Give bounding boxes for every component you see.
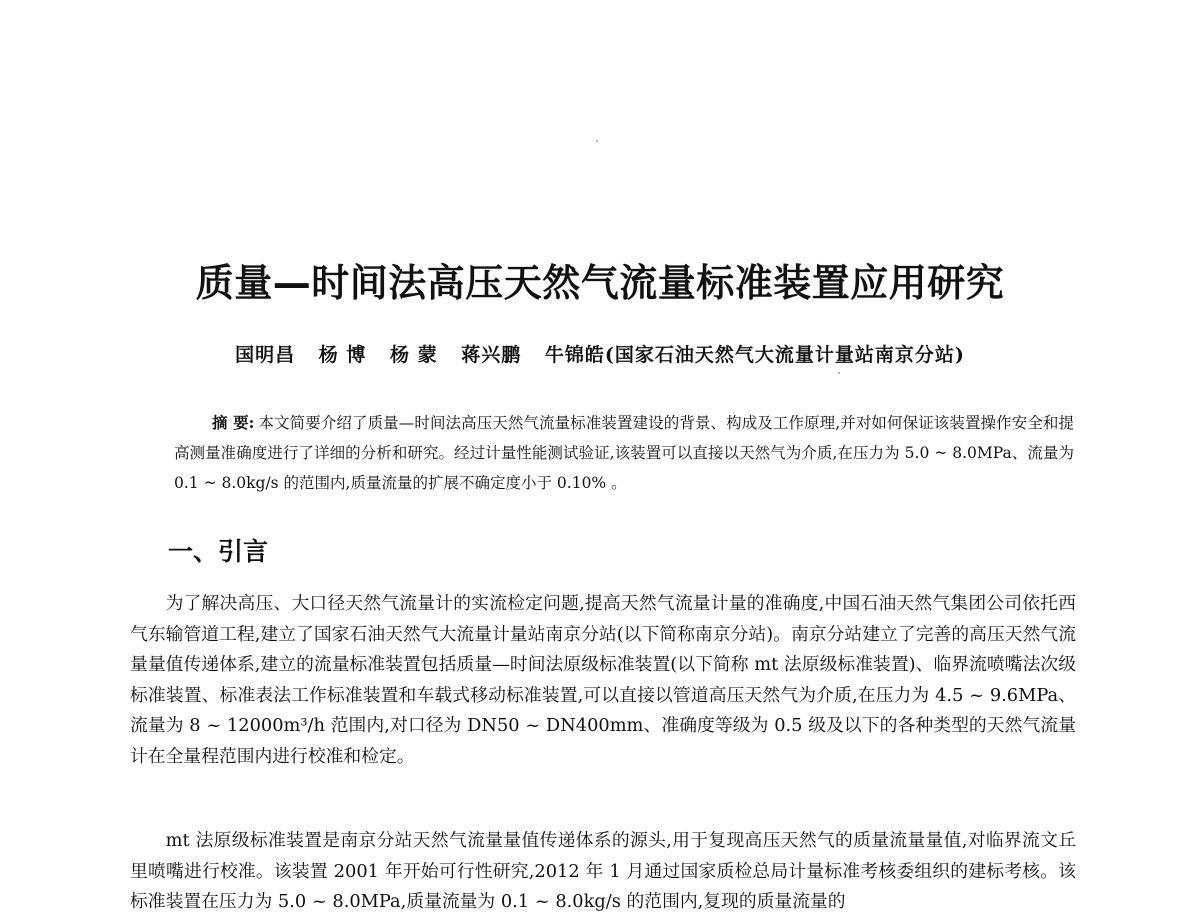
author-name: 蒋兴鹏 — [461, 344, 522, 366]
body-paragraph: 为了解决高压、大口径天然气流量计的实流检定问题,提高天然气流量计量的准确度,中国石油天然气集团公司依托西气东输管道工程,建立了国家石油天然气大流量计量站南京分站(以下简称南京分站)。南京分站建立了完善的高压天然气流量量值传递体系,建立的流量标准装置包括质量—时间法原级标准装置(以下简称 mt 法原级标准装置)、临界流喷嘴法次级标准装置、标准表法工作标准装置和车载式移动标准装置,可以直接以管道高压天然气为介质,在压力为 4.5 ~ 9.6MPa、流量为 8 ~ 12000m³/h 范围内,对口径为 DN50 ~ DN400mm、准确度等级为 0.5 级及以下的各种类型的天然气流量计在全量程范围内进行校准和检定。 — [130, 593, 1076, 767]
author-name: 杨 博 — [318, 344, 367, 366]
author-name: 国明昌 — [235, 344, 296, 366]
author-line — [0, 340, 1200, 367]
body-paragraph: mt 法原级标准装置是南京分站天然气流量量值传递体系的源头,用于复现高压天然气的质量流量量值,对临界流文丘里喷嘴进行校准。该装置 2001 年开始可行性研究,2012 年 1 月通过国家质检总局计量标准考核委组织的建标考核。该标准装置在压力为 5.0 ~ 8.0MPa,质量流量为 0.1 ~ 8.0kg/s 的范围内,复现的质量流量的 — [130, 830, 1076, 912]
author-affiliation: 牛锦皓(国家石油天然气大流量计量站南京分站) — [544, 344, 965, 366]
scan-speck — [596, 140, 598, 142]
abstract-text: 本文简要介绍了质量—时间法高压天然气流量标准装置建设的背景、构成及工作原理,并对如何保证该装置操作安全和提高测量准确度进行了详细的分析和研究。经过计量性能测试验证,该装置可以直接以天然气为介质,在压力为 5.0 ~ 8.0MPa、流量为 0.1 ~ 8.0kg/s 的范围内,质量流量的扩展不确定度小于 0.10% 。 — [174, 414, 1074, 492]
section-heading: 一、引言 — [168, 537, 269, 566]
scan-speck — [838, 372, 840, 374]
abstract-label: 摘 要: — [212, 413, 255, 432]
abstract — [174, 408, 1074, 498]
paper-title: 质量—时间法高压天然气流量标准装置应用研究 — [195, 261, 1005, 305]
author-name: 杨 蒙 — [390, 344, 438, 366]
